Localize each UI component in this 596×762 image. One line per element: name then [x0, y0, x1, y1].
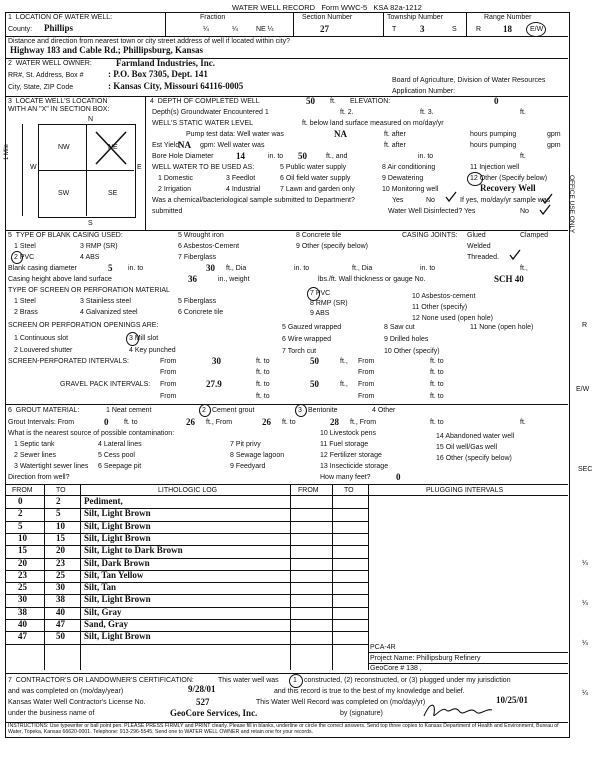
open-gauzed[interactable]: 5 Gauzed wrapped	[282, 324, 342, 331]
use-lawn[interactable]: 7 Lawn and garden only	[280, 186, 355, 193]
contam-cess[interactable]: 5 Cess pool	[98, 452, 135, 459]
log-desc[interactable]: Silt, Light Brown	[84, 520, 151, 531]
spi-from4: From	[358, 369, 375, 376]
distance-value[interactable]: Highway 183 and Cable Rd.; Phillipsburg, Kansas	[10, 45, 204, 55]
grid-se: SE	[108, 190, 118, 197]
use-irrigation[interactable]: 2 Irrigation	[158, 186, 192, 193]
township-t: T	[392, 26, 397, 33]
log-h-litho: LITHOLOGIC LOG	[158, 487, 218, 494]
gpi-to2: ft. to	[430, 381, 444, 388]
grout-bentonite[interactable]: Bentonite	[308, 407, 338, 414]
section-value[interactable]: 27	[320, 24, 329, 34]
log-desc[interactable]: Silt, Dark Brown	[84, 557, 150, 568]
gi-label: Grout Intervals: From	[8, 419, 75, 426]
joints-glued[interactable]: Glued	[467, 232, 486, 239]
log-to[interactable]: 50	[56, 631, 65, 642]
submitted-label: submitted	[152, 208, 183, 215]
side-ew: E/W	[576, 386, 590, 393]
s4-label: 4 DEPTH OF COMPLETED WELL	[150, 98, 260, 105]
gpi-from4: From	[358, 393, 375, 400]
range-ew[interactable]: E/W	[530, 26, 544, 33]
gpi-from-value[interactable]: 27.9	[206, 379, 222, 389]
project-label: Project Name: Phillipsburg Refinery	[370, 655, 481, 662]
log-from[interactable]: 40	[18, 619, 27, 629]
grout-cement[interactable]: Cement grout	[212, 407, 255, 414]
dia-in-to: in. to	[128, 265, 144, 272]
screen-brass[interactable]: 2 Brass	[14, 309, 38, 316]
log-desc[interactable]: Silt, Light Brown	[84, 594, 151, 605]
log-from[interactable]: 2	[18, 508, 23, 519]
s3-label: 3 LOCATE WELL'S LOCATION	[8, 98, 108, 105]
chem-no[interactable]: No	[426, 197, 435, 204]
contam-watertight[interactable]: 3 Watertight sewer lines	[14, 463, 89, 470]
chem-yes[interactable]: Yes	[392, 197, 404, 204]
record-label: This Water Well Record was completed on (mo/day/yr)	[256, 699, 426, 706]
use-feedlot[interactable]: 3 Feedlot	[226, 175, 256, 182]
contam-livestock[interactable]: 10 Livestock pens	[320, 430, 377, 437]
grid-sw: SW	[58, 190, 70, 197]
dia-label: Blank casing diameter	[8, 265, 77, 272]
spi-from2: From	[358, 358, 375, 365]
cert-one-circle	[289, 674, 303, 688]
spi-to4: ft. to	[430, 369, 444, 376]
screen-stainless[interactable]: 3 Stainless steel	[80, 298, 131, 305]
gpi-from: From	[160, 381, 177, 388]
cert-line1b: constructed, (2) reconstructed, or (3) plugged under my jurisdiction	[304, 677, 511, 684]
gpi-label: GRAVEL PACK INTERVALS:	[60, 381, 151, 388]
gpi-to: ft. to	[256, 381, 270, 388]
dia-in-to2: in. to	[294, 265, 310, 272]
check-icon	[444, 190, 458, 204]
gpi-to-value[interactable]: 50	[310, 379, 319, 389]
mile-label: 1 Mile	[4, 143, 10, 160]
static-text: ft. below land surface measured on mo/day/yr	[302, 120, 444, 127]
dia-value[interactable]: 5	[108, 263, 113, 273]
gw-label: Depth(s) Groundwater Encountered 1	[152, 109, 269, 116]
yield-gpm: gpm	[547, 142, 561, 149]
spi-ft: ft.,	[340, 358, 348, 365]
office-use-label: OFFICE USE ONLY	[568, 175, 575, 234]
side-q1: ¼	[582, 560, 588, 567]
cert-line1: This water well was	[218, 677, 279, 684]
grout-other[interactable]: 4 Other	[372, 407, 396, 414]
depth-ft: ft.	[330, 98, 336, 105]
city-value[interactable]: : Kansas City, Missouri 64116-0005	[108, 81, 244, 91]
gi2-from[interactable]: 26	[262, 417, 271, 427]
howmany-label: How many feet?	[320, 474, 371, 481]
screen-pvc[interactable]: 7 PVC	[310, 290, 331, 297]
gw-ft3: ft. 3.	[420, 109, 434, 116]
bore-ft-and: ft., and	[326, 153, 348, 160]
township-label: Township Number	[387, 14, 444, 21]
side-q2: ¼	[582, 600, 588, 607]
log-to[interactable]: 15	[56, 532, 65, 543]
log-h-to: TO	[56, 487, 66, 494]
casing-concrete[interactable]: 8 Concrete tile	[296, 232, 342, 239]
use-public[interactable]: 5 Public water supply	[280, 164, 347, 171]
elev-value[interactable]: 0	[494, 96, 499, 106]
gw-ft2: ft. 2.	[340, 109, 354, 116]
completed-label: and was completed on (mo/day/year)	[8, 688, 124, 695]
signature-icon	[420, 700, 504, 722]
spi-to: ft. to	[256, 358, 270, 365]
app-label: Application Number:	[392, 88, 456, 95]
casing-rmp[interactable]: 3 RMP (SR)	[80, 243, 118, 250]
screen-other[interactable]: 11 Other (specify)	[412, 304, 468, 311]
dia-ft3: ft.,	[520, 265, 528, 272]
open-drilled[interactable]: 9 Drilled holes	[384, 336, 429, 343]
log-to[interactable]: 10	[56, 520, 65, 531]
compass-s: S	[88, 220, 93, 227]
contam-seepage[interactable]: 6 Seepage pit	[98, 463, 142, 470]
grout-neat[interactable]: 1 Neat cement	[106, 407, 152, 414]
gpi-from2: From	[358, 381, 375, 388]
log-desc[interactable]: Silt, Gray	[84, 606, 122, 617]
log-from[interactable]: 23	[18, 569, 27, 580]
fraction-q2: ¼	[232, 26, 238, 33]
depth-value[interactable]: 50	[306, 96, 315, 106]
range-label: Range Number	[484, 14, 532, 21]
use-oilfield[interactable]: 6 Oil field water supply	[280, 175, 351, 182]
dia-ft: ft., Dia	[226, 265, 247, 272]
side-q4: ¼	[582, 690, 588, 697]
height-lbs: lbs./ft. Wall thickness or gauge No.	[318, 276, 426, 283]
log-desc[interactable]: Silt, Light Brown	[84, 631, 151, 642]
pump-value[interactable]: NA	[334, 129, 347, 139]
pump-hours: hours pumping	[470, 131, 517, 138]
casing-pvc-circle	[11, 251, 23, 264]
gi1-to[interactable]: 26	[186, 417, 195, 427]
open-none[interactable]: 11 None (open hole)	[470, 324, 534, 331]
pump-label: Pump test data: Well water was	[186, 131, 284, 138]
s2-label: 2 WATER WELL OWNER:	[8, 60, 92, 67]
use-dewatering[interactable]: 9 Dewatering	[382, 175, 424, 182]
log-from[interactable]: 47	[18, 631, 27, 642]
log-from[interactable]: 25	[18, 582, 27, 593]
side-sec: SEC	[578, 466, 593, 473]
use-label: WELL WATER TO BE USED AS:	[152, 164, 255, 171]
chem-ifyes: If yes, mo/day/yr sample was	[460, 197, 551, 204]
contam-oilwell[interactable]: 15 Oil well/Gas well	[436, 444, 498, 451]
gpi-to4: ft. to	[430, 393, 444, 400]
disinfected-no[interactable]: No	[520, 208, 529, 215]
other-use-value[interactable]: Recovery Well	[480, 183, 536, 193]
s1-label: 1 LOCATION OF WATER WELL:	[8, 14, 113, 21]
bore-in-to2: in. to	[418, 153, 434, 160]
log-from[interactable]: 5	[18, 520, 23, 531]
grid-nw: NW	[58, 144, 70, 151]
use-injection[interactable]: 11 Injection well	[470, 164, 520, 171]
spi-to2: ft. to	[430, 358, 444, 365]
geocore-label: GeoCore # 138 ,	[370, 665, 422, 672]
joints-label: CASING JOINTS:	[402, 232, 458, 239]
dia-to-value[interactable]: 30	[206, 263, 215, 273]
addr-label: RR#, St. Address, Box #	[8, 72, 84, 79]
county-value[interactable]: Phillips	[44, 23, 74, 33]
use-domestic[interactable]: 1 Domestic	[158, 175, 194, 182]
compass-n: N	[88, 116, 94, 123]
log-from[interactable]: 30	[18, 594, 27, 605]
contam-fertilizer[interactable]: 12 Fertilizer storage	[320, 452, 382, 459]
side-r: R	[582, 322, 588, 329]
township-s: S	[452, 26, 457, 33]
bore-value[interactable]: 14	[236, 151, 245, 161]
spi-from: From	[160, 358, 177, 365]
log-to[interactable]: 5	[56, 508, 61, 519]
grout-3-circle	[295, 404, 307, 417]
gpi-ft: ft.,	[340, 381, 348, 388]
fraction-q3[interactable]: NE ¼	[256, 26, 274, 33]
log-desc[interactable]: Silt, Tan Yellow	[84, 569, 144, 580]
instructions: INSTRUCTIONS: Use typewriter or ball point pen. PLEASE PRESS FIRMLY and PRINT clearly. Please fill in blanks, underline or circle the correct answers. Send top three copies to Kansas Department of Health and Environment, Bureau of Water, Topeka, Kansas 66620-0001. Telephone: 913-296-5545. Send one to WATER WELL OWNER and retain one for your records.	[8, 723, 559, 735]
direction-label: Direction from well?	[8, 474, 70, 481]
log-from[interactable]: 10	[18, 532, 27, 543]
open-other[interactable]: 10 Other (specify)	[384, 348, 440, 355]
spi-from3: From	[160, 369, 177, 376]
open-key-punched[interactable]: 4 Key punched	[129, 347, 176, 354]
grout-3[interactable]: 3	[298, 407, 302, 414]
gpi-from3: From	[160, 393, 177, 400]
log-h-to2: TO	[344, 487, 354, 494]
screen-abs[interactable]: 9 ABS	[310, 310, 330, 317]
s5-label: 5 TYPE OF BLANK CASING USED:	[8, 232, 123, 239]
open-saw[interactable]: 8 Saw cut	[384, 324, 415, 331]
s3-label2: WITH AN "X" IN SECTION BOX:	[8, 106, 110, 113]
log-to[interactable]: 38	[56, 594, 65, 605]
bore-in-to: in. to	[268, 153, 284, 160]
log-desc[interactable]: Silt, Light Brown	[84, 532, 151, 543]
use-industrial[interactable]: 4 Industrial	[226, 186, 261, 193]
spi-label: SCREEN-PERFORATED INTERVALS:	[8, 358, 129, 365]
log-from[interactable]: 15	[18, 545, 27, 556]
fraction-label: Fraction	[200, 14, 226, 21]
casing-other[interactable]: 9 Other (specify below)	[296, 243, 368, 250]
yield-hours: hours pumping	[470, 142, 517, 149]
cert-one[interactable]: 1	[293, 677, 297, 684]
joints-clamped[interactable]: Clamped	[520, 232, 549, 239]
license-value[interactable]: 527	[196, 697, 210, 707]
use-other[interactable]: 12 Other (Specify below)	[470, 175, 548, 182]
city-label: City, State, ZIP Code	[8, 84, 74, 91]
check-icon	[538, 203, 552, 217]
casing-abs[interactable]: 4 ABS	[80, 254, 100, 261]
contam-label: What is the nearest source of possible contamination:	[8, 430, 175, 437]
bore-to-value[interactable]: 50	[298, 151, 307, 161]
contam-insecticide[interactable]: 13 Insecticide storage	[320, 463, 389, 470]
height-label: Casing height above land surface	[8, 276, 112, 283]
range-r: R	[476, 26, 482, 33]
use-aircond[interactable]: 8 Air conditioning	[382, 164, 436, 171]
yield-after: ft. after	[384, 142, 406, 149]
log-h-from2: FROM	[298, 487, 319, 494]
gi2-to[interactable]: 28	[330, 417, 339, 427]
screen-steel[interactable]: 1 Steel	[14, 298, 36, 305]
gw-ft4: ft.	[520, 109, 526, 116]
use-monitoring[interactable]: 10 Monitoring well	[382, 186, 439, 193]
spi-from-value[interactable]: 30	[212, 356, 221, 366]
yield-text: gpm: Well water was	[200, 142, 265, 149]
log-h-plug: PLUGGING INTERVALS	[426, 487, 504, 494]
x-mark-icon	[90, 128, 132, 168]
s7-label: 7 CONTRACTOR'S OR LANDOWNER'S CERTIFICATION:	[8, 677, 194, 684]
record-value[interactable]: 10/25/01	[496, 695, 529, 705]
open-wire[interactable]: 6 Wire wrapped	[282, 336, 332, 343]
screen-none[interactable]: 12 None used (open hole)	[412, 315, 493, 322]
casing-pvc[interactable]: 2 PVC	[14, 254, 35, 261]
casing-fiberglass[interactable]: 7 Fiberglass	[178, 254, 217, 261]
screen-galvanized[interactable]: 4 Galvanized steel	[80, 309, 138, 316]
disinfected-label: Water Well Disinfected?	[388, 208, 463, 215]
grout-2[interactable]: 2	[202, 407, 206, 414]
contam-feedyard[interactable]: 9 Feedyard	[230, 463, 266, 470]
county-label: County:	[8, 26, 33, 33]
check-icon	[508, 248, 522, 262]
distance-label: Distance and direction from nearest town or city street address of well if located within city?	[8, 38, 291, 45]
contam-privy[interactable]: 7 Pit privy	[230, 441, 261, 448]
ew-circle	[526, 22, 546, 37]
log-to[interactable]: 30	[56, 582, 65, 593]
s6-label: 6 GROUT MATERIAL:	[8, 407, 80, 414]
log-from[interactable]: 0	[18, 496, 23, 506]
log-desc[interactable]: Silt, Light Brown	[84, 508, 151, 519]
license-label: Kansas Water Well Contractor's License No.	[8, 699, 146, 706]
log-to[interactable]: 47	[56, 619, 65, 629]
log-h-from: FROM	[12, 487, 33, 494]
static-label: WELL'S STATIC WATER LEVEL	[152, 120, 254, 127]
contam-septic[interactable]: 1 Septic tank	[14, 441, 55, 448]
grout-2-circle	[199, 404, 211, 417]
log-from[interactable]: 20	[18, 557, 27, 568]
business-label: under the business name of	[8, 710, 95, 717]
casing-wrought[interactable]: 5 Wrought iron	[178, 232, 224, 239]
spi-to-value[interactable]: 50	[310, 356, 319, 366]
screen-fiberglass[interactable]: 5 Fiberglass	[178, 298, 217, 305]
contam-other[interactable]: 16 Other (specify below)	[436, 455, 512, 462]
open-label: SCREEN OR PERFORATION OPENINGS ARE:	[8, 322, 159, 329]
log-desc[interactable]: Pediment,	[84, 496, 123, 506]
fraction-q1: ¼	[203, 26, 209, 33]
gpi-to3: ft. to	[256, 393, 270, 400]
bore-ft: ft.	[520, 153, 526, 160]
log-to[interactable]: 20	[56, 545, 65, 556]
section-label: Section Number	[302, 14, 353, 21]
dia-in-to3: in. to	[420, 265, 436, 272]
screen-pvc-circle	[307, 287, 320, 301]
screen-rmp[interactable]: 8 RMP (SR)	[310, 300, 348, 307]
spi-to3: ft. to	[256, 369, 270, 376]
height-value[interactable]: 36	[188, 274, 197, 284]
completed-value[interactable]: 9/28/01	[188, 684, 216, 694]
log-desc[interactable]: Sand, Gray	[84, 619, 129, 629]
dia-ft2: ft., Dia	[352, 265, 373, 272]
open-louvered[interactable]: 2 Louvered shutter	[14, 347, 73, 354]
addr-value[interactable]: : P.O. Box 7305, Dept. 141	[108, 69, 208, 79]
log-to[interactable]: 40	[56, 606, 65, 617]
open-mill-circle	[126, 332, 139, 346]
casing-steel[interactable]: 1 Steel	[14, 243, 36, 250]
casing-asbestos[interactable]: 6 Asbestos-Cement	[178, 243, 240, 250]
log-to[interactable]: 25	[56, 569, 65, 580]
side-q3: ¼	[582, 640, 588, 647]
log-desc[interactable]: Silt, Light to Dark Brown	[84, 545, 183, 556]
log-from[interactable]: 38	[18, 606, 27, 617]
screen-concrete[interactable]: 6 Concrete tile	[178, 309, 224, 316]
log-to[interactable]: 23	[56, 557, 65, 568]
contam-sewer[interactable]: 2 Sewer lines	[14, 452, 57, 459]
yield-label: Est Yield	[152, 142, 180, 149]
range-value[interactable]: 18	[503, 24, 512, 34]
form-title: WATER WELL RECORD Form WWC-5 KSA 82a-1212	[232, 3, 422, 12]
contam-lagoon[interactable]: 8 Sewage lagoon	[230, 452, 285, 459]
contam-fuel[interactable]: 11 Fuel storage	[320, 441, 369, 448]
chem-label: Was a chemical/bacteriological sample submitted to Department?	[152, 197, 355, 204]
screen-asbestos[interactable]: 10 Asbestos-cement	[412, 293, 476, 300]
log-desc[interactable]: Silt, Tan	[84, 582, 117, 593]
elev-label: ELEVATION:	[350, 98, 391, 105]
compass-e: E	[137, 164, 142, 171]
pump-after: ft. after	[384, 131, 406, 138]
contam-abandoned[interactable]: 14 Abandoned water well	[436, 433, 515, 440]
yield-value[interactable]: NA	[178, 140, 191, 150]
disinfected-yes[interactable]: Yes	[464, 208, 476, 215]
open-torch[interactable]: 7 Torch cut	[282, 348, 317, 355]
sig-label: by (signature)	[340, 710, 383, 717]
compass-w: W	[30, 164, 37, 171]
howmany-value[interactable]: 0	[396, 472, 401, 482]
open-continuous[interactable]: 1 Continuous slot	[14, 335, 69, 342]
gauge-value[interactable]: SCH 40	[494, 274, 524, 284]
pca-label: PCA-4R	[370, 644, 396, 651]
log-to[interactable]: 2	[56, 496, 61, 506]
open-mill-slot[interactable]: 3 Mill slot	[129, 335, 159, 342]
contam-lateral[interactable]: 4 Lateral lines	[98, 441, 142, 448]
board-label: Board of Agriculture, Division of Water Resources	[392, 77, 546, 84]
township-value[interactable]: 3	[420, 24, 425, 34]
pump-gpm: gpm	[547, 131, 561, 138]
joints-welded[interactable]: Welded	[467, 243, 491, 250]
business-value[interactable]: GeoCore Services, Inc.	[170, 708, 258, 718]
log-row-line	[5, 644, 368, 645]
gi1-from[interactable]: 0	[104, 417, 109, 427]
grid-ne: NE	[108, 144, 118, 151]
height-weight: in., weight	[218, 276, 250, 283]
bore-label: Bore Hole Diameter	[152, 153, 214, 160]
screen-label: TYPE OF SCREEN OR PERFORATION MATERIAL	[8, 287, 170, 294]
owner-value[interactable]: Farmland Industries, Inc.	[116, 58, 216, 68]
cert-true: and this record is true to the best of my knowledge and belief.	[274, 688, 465, 695]
joints-threaded[interactable]: Threaded.	[467, 254, 499, 261]
